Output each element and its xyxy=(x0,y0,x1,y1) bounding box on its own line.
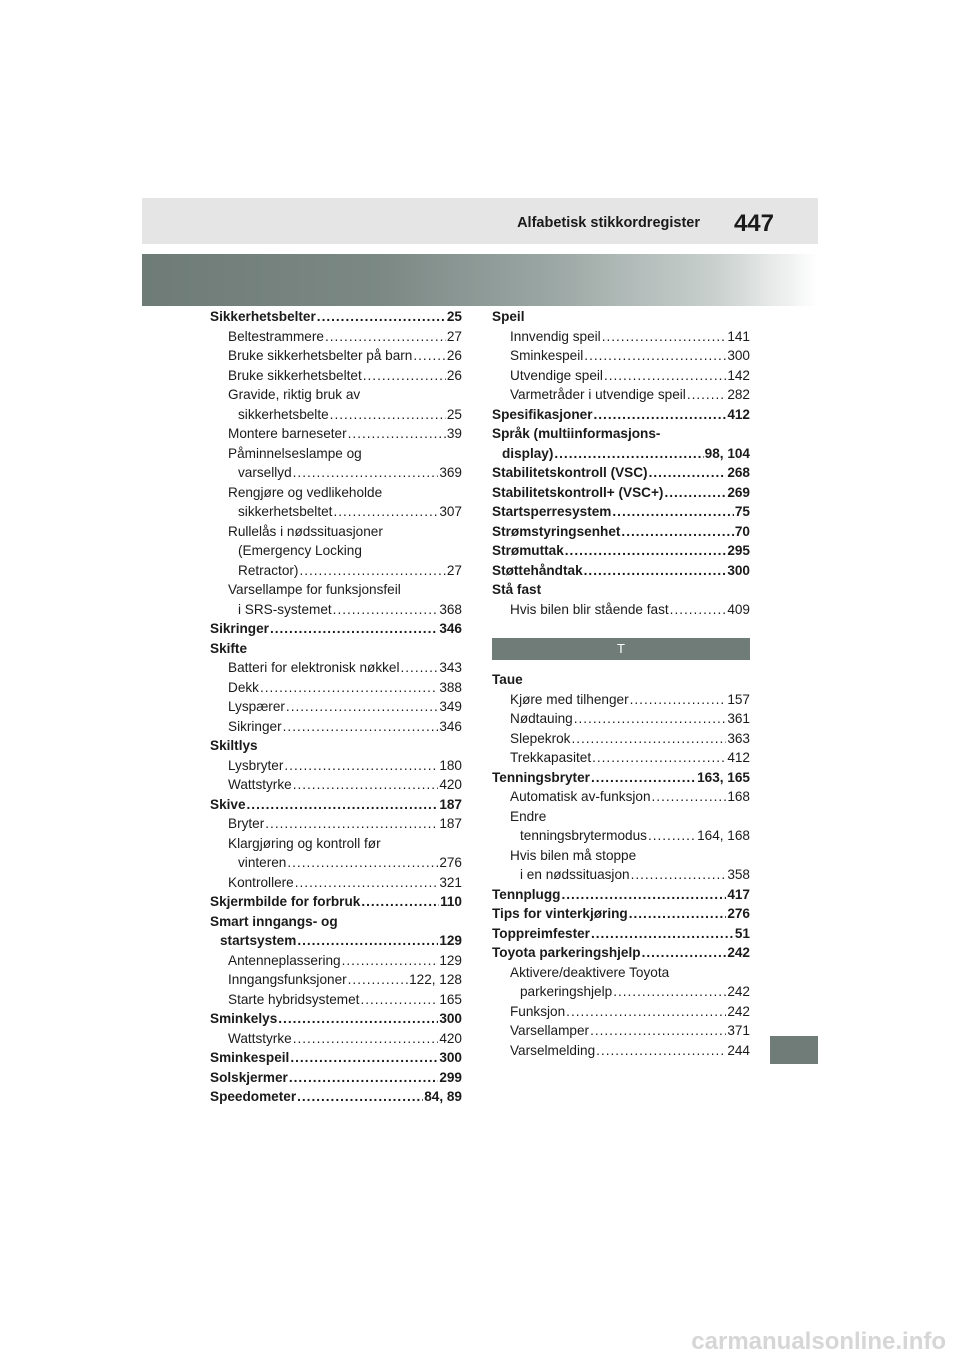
index-entry-term: Tips for vinterkjøring xyxy=(492,906,628,921)
index-entry xyxy=(210,970,462,990)
index-entry-page: 165 xyxy=(439,991,462,1007)
index-entry-term: Stå fast xyxy=(492,582,542,597)
index-entry-page: 27 xyxy=(446,328,462,344)
index-entry xyxy=(210,346,462,366)
index-entry-term: Kjøre med tilhenger xyxy=(510,691,629,707)
dot-leader xyxy=(293,463,439,483)
section-letter-header: T xyxy=(492,638,750,660)
index-entry-page: 98, 104 xyxy=(704,445,750,461)
dot-leader xyxy=(687,385,727,405)
index-entry xyxy=(492,670,750,690)
index-entry xyxy=(210,541,462,561)
index-entry-page: 276 xyxy=(727,906,750,921)
index-entry xyxy=(492,541,750,561)
index-entry-term: Skifte xyxy=(210,640,248,656)
index-entry-page: 369 xyxy=(439,465,462,480)
index-entry-term: Wattstyrke xyxy=(228,777,292,792)
decorative-gradient-band xyxy=(142,254,818,306)
index-entry-page: 75 xyxy=(734,504,750,519)
index-entry xyxy=(492,748,750,768)
dot-leader xyxy=(571,729,726,749)
index-entry-page: 27 xyxy=(446,562,462,578)
dot-leader xyxy=(289,1068,438,1088)
index-entry-page: 129 xyxy=(439,952,462,968)
index-entry-page: 412 xyxy=(727,406,750,422)
index-entry-term: Skjermbilde for forbruk xyxy=(210,894,361,909)
index-entry xyxy=(492,561,750,581)
index-entry xyxy=(492,366,750,386)
index-entry-page: 321 xyxy=(439,874,462,890)
index-entry-term: Rengjøre og vedlikeholde xyxy=(228,484,383,500)
index-column-right xyxy=(492,307,750,1060)
index-entry-page: 412 xyxy=(727,750,750,765)
index-entry-term: Bryter xyxy=(228,816,265,831)
dot-leader xyxy=(648,826,696,846)
index-entry-term: Trekkapasitet xyxy=(510,750,592,765)
dot-leader xyxy=(297,1087,423,1107)
dot-leader xyxy=(325,327,446,347)
index-entry xyxy=(492,327,750,347)
index-entry-page: 409 xyxy=(727,601,750,617)
index-entry-page: 358 xyxy=(727,867,750,882)
index-entry xyxy=(492,1002,750,1022)
dot-leader xyxy=(584,346,726,366)
dot-leader xyxy=(247,795,439,815)
index-entry-page: 300 xyxy=(727,562,750,578)
index-entry xyxy=(210,327,462,347)
index-entry-term: Sikringer xyxy=(210,621,269,636)
index-entry xyxy=(210,814,462,834)
dot-leader xyxy=(566,1002,726,1022)
index-entry-term: Utvendige speil xyxy=(510,367,603,383)
index-entry xyxy=(210,1048,462,1068)
index-entry-term: Batteri for elektronisk nøkkel xyxy=(228,660,400,675)
index-entry xyxy=(492,943,750,963)
index-entry xyxy=(492,522,750,542)
index-entry-page: 110 xyxy=(440,894,462,909)
dot-leader xyxy=(284,756,438,776)
index-section-s xyxy=(492,307,750,619)
index-entry xyxy=(210,1029,462,1049)
index-entry xyxy=(210,1087,462,1107)
index-entry xyxy=(210,502,462,522)
index-section-t xyxy=(492,670,750,1060)
index-entry-page: 242 xyxy=(727,945,750,960)
index-entry-page: 164, 168 xyxy=(697,828,750,843)
index-entry-term: Stabilitetskontroll+ (VSC+) xyxy=(492,484,664,500)
index-entry xyxy=(492,307,750,327)
index-entry-term: Beltestrammere xyxy=(228,328,324,344)
index-entry xyxy=(210,990,462,1010)
index-entry-page: 187 xyxy=(439,816,462,831)
index-entry xyxy=(210,912,462,932)
index-entry-page: 141 xyxy=(727,328,750,344)
index-entry-term: Påminnelseslampe og xyxy=(228,445,362,461)
index-entry-term: Slepekrok xyxy=(510,730,571,746)
dot-leader xyxy=(297,931,438,951)
index-entry-term: Toyota parkeringshjelp xyxy=(492,945,641,960)
index-entry xyxy=(492,346,750,366)
index-entry-page: 282 xyxy=(727,387,750,402)
dot-leader xyxy=(664,483,726,503)
dot-leader xyxy=(317,307,446,327)
index-entry xyxy=(492,502,750,522)
index-entry-term: varsellyd xyxy=(238,465,292,480)
index-entry xyxy=(492,729,750,749)
index-entry-term: Varselmelding xyxy=(510,1042,596,1058)
index-entry-page: 142 xyxy=(727,367,750,383)
dot-leader xyxy=(265,814,438,834)
dot-leader xyxy=(286,697,438,717)
index-entry-term: Bruke sikkerhetsbelter på barn xyxy=(228,348,413,363)
index-entry xyxy=(492,385,750,405)
dot-leader xyxy=(401,658,439,678)
index-entry xyxy=(492,444,750,464)
index-entry xyxy=(210,405,462,425)
dot-leader xyxy=(260,678,438,698)
index-entry-term: Inngangsfunksjoner xyxy=(228,972,347,987)
index-entry-term: Sikkerhetsbelter xyxy=(210,309,316,324)
index-entry-page: 242 xyxy=(727,984,750,999)
index-entry xyxy=(210,658,462,678)
index-entry xyxy=(210,600,462,620)
dot-leader xyxy=(592,748,726,768)
dot-leader xyxy=(299,561,445,581)
index-entry-page: 300 xyxy=(439,1011,462,1026)
index-entry-term: Antenneplassering xyxy=(228,952,341,968)
index-entry xyxy=(492,600,750,620)
index-entry xyxy=(210,1068,462,1088)
index-entry-term: display) xyxy=(502,445,554,461)
index-entry-term: Speil xyxy=(492,309,525,324)
dot-leader xyxy=(278,1009,438,1029)
index-entry-page: 84, 89 xyxy=(424,1089,462,1104)
index-entry-term: vinteren xyxy=(238,855,287,870)
dot-leader xyxy=(283,717,439,737)
index-entry-term: Sminkelys xyxy=(210,1011,278,1026)
index-entry xyxy=(210,424,462,444)
index-entry-term: Sminkespeil xyxy=(210,1050,290,1065)
dot-leader xyxy=(629,904,727,924)
index-entry-term: Endre xyxy=(510,808,547,824)
index-entry xyxy=(210,892,462,912)
index-entry-term: Støttehåndtak xyxy=(492,562,583,578)
index-entry-page: 39 xyxy=(446,426,462,441)
index-entry-term: Hvis bilen blir stående fast xyxy=(510,601,669,617)
index-entry-term: Skive xyxy=(210,796,246,812)
index-entry-term: i SRS-systemet xyxy=(238,601,332,617)
dot-leader xyxy=(287,853,438,873)
chapter-edge-tab xyxy=(770,1036,818,1064)
index-entry xyxy=(210,1009,462,1029)
index-entry-term: Klargjøring og kontroll før xyxy=(228,835,381,851)
watermark: carmanualsonline.info xyxy=(691,1328,946,1355)
index-entry-page: 268 xyxy=(727,465,750,480)
index-entry xyxy=(210,873,462,893)
dot-leader xyxy=(591,924,734,944)
index-entry xyxy=(210,639,462,659)
index-entry xyxy=(492,982,750,1002)
index-entry-term: Lyspærer xyxy=(228,699,285,714)
index-entry-page: 363 xyxy=(727,730,750,746)
index-entry xyxy=(210,775,462,795)
dot-leader xyxy=(413,346,446,366)
dot-leader xyxy=(363,366,446,386)
index-entry xyxy=(492,483,750,503)
index-entry-term: Nødtauing xyxy=(510,711,573,726)
dot-leader xyxy=(591,768,696,788)
index-entry-term: Starte hybridsystemet xyxy=(228,991,360,1007)
index-entry xyxy=(210,678,462,698)
index-entry-term: Stabilitetskontroll (VSC) xyxy=(492,465,648,480)
dot-leader xyxy=(290,1048,438,1068)
index-entry xyxy=(492,1021,750,1041)
index-entry xyxy=(492,405,750,425)
index-entry-term: Strømstyringsenhet xyxy=(492,523,621,539)
dot-leader xyxy=(293,775,439,795)
dot-leader xyxy=(361,892,439,912)
index-entry-term: Aktivere/deaktivere Toyota xyxy=(510,964,670,980)
index-column-left xyxy=(210,307,462,1107)
index-entry-term: Smart inngangs- og xyxy=(210,913,338,929)
index-entry xyxy=(492,885,750,905)
index-entry xyxy=(492,846,750,866)
index-entry xyxy=(492,424,750,444)
index-entry-term: Skiltlys xyxy=(210,738,258,753)
index-entry xyxy=(210,580,462,600)
index-entry-page: 25 xyxy=(446,406,462,422)
index-entry-term: Bruke sikkerhetsbeltet xyxy=(228,367,362,383)
index-entry xyxy=(492,580,750,600)
index-entry xyxy=(210,561,462,581)
index-entry-page: 299 xyxy=(439,1069,462,1085)
index-entry-page: 307 xyxy=(439,504,462,519)
dot-leader xyxy=(612,502,733,522)
dot-leader xyxy=(621,522,733,542)
dot-leader xyxy=(631,865,727,885)
dot-leader xyxy=(554,444,703,464)
index-entry-page: 300 xyxy=(439,1050,462,1065)
index-entry-term: Gravide, riktig bruk av xyxy=(228,387,361,402)
index-entry xyxy=(492,787,750,807)
index-entry-term: Sikringer xyxy=(228,718,282,734)
header-title: Alfabetisk stikkordregister xyxy=(517,215,700,231)
index-entry xyxy=(210,951,462,971)
index-entry-page: 300 xyxy=(727,348,750,363)
index-entry-term: startsystem xyxy=(220,933,297,948)
index-entry-term: (Emergency Locking xyxy=(238,543,362,558)
index-entry xyxy=(210,795,462,815)
index-entry xyxy=(492,963,750,983)
index-entry-page: 25 xyxy=(446,309,462,324)
index-entry xyxy=(210,619,462,639)
index-entry xyxy=(210,736,462,756)
index-entry-page: 187 xyxy=(439,796,462,812)
dot-leader xyxy=(565,541,727,561)
index-entry xyxy=(210,385,462,405)
index-entry-term: Dekk xyxy=(228,679,259,695)
index-entry-term: parkeringshjelp xyxy=(520,984,613,999)
index-entry-term: Startsperresystem xyxy=(492,504,612,519)
dot-leader xyxy=(613,982,726,1002)
index-entry-term: Språk (multiinformasjons- xyxy=(492,426,661,441)
index-entry-page: 70 xyxy=(734,523,750,539)
index-entry-term: Wattstyrke xyxy=(228,1030,292,1046)
index-entry xyxy=(492,463,750,483)
index-entry xyxy=(492,1041,750,1061)
dot-leader xyxy=(270,619,438,639)
dot-leader xyxy=(594,405,727,425)
index-entry xyxy=(492,690,750,710)
index-entry-term: Tenningsbryter xyxy=(492,769,590,785)
index-entry-term: Spesifikasjoner xyxy=(492,406,593,422)
index-entry-term: Taue xyxy=(492,672,523,687)
index-entry-page: 129 xyxy=(439,933,462,948)
index-entry-term: Sminkespeil xyxy=(510,348,584,363)
index-entry-term: sikkerhetsbelte xyxy=(238,406,329,422)
index-entry-page: 168 xyxy=(727,789,750,804)
index-entry-page: 346 xyxy=(439,718,462,734)
dot-leader xyxy=(293,1029,439,1049)
index-entry-term: Tennplugg xyxy=(492,886,561,902)
dot-leader xyxy=(342,951,439,971)
index-entry-page: 180 xyxy=(439,757,462,773)
index-entry-term: Speedometer xyxy=(210,1089,297,1104)
index-entry xyxy=(210,366,462,386)
dot-leader xyxy=(649,463,727,483)
page-header xyxy=(142,198,818,244)
index-entry-page: 26 xyxy=(446,348,462,363)
dot-leader xyxy=(333,502,438,522)
index-entry-page: 368 xyxy=(439,601,462,617)
index-entry-page: 244 xyxy=(727,1042,750,1058)
index-entry xyxy=(210,522,462,542)
dot-leader xyxy=(333,600,439,620)
index-entry-term: Strømuttak xyxy=(492,543,564,558)
index-entry xyxy=(492,807,750,827)
index-entry-term: Rullelås i nødssituasjoner xyxy=(228,523,383,539)
index-entry-term: i en nødssituasjon xyxy=(520,867,630,882)
index-entry-term: Kontrollere xyxy=(228,874,294,890)
dot-leader xyxy=(348,424,446,444)
index-entry-page: 343 xyxy=(439,660,462,675)
index-entry-page: 276 xyxy=(439,855,462,870)
dot-leader xyxy=(561,885,726,905)
index-entry-page: 269 xyxy=(727,484,750,500)
index-entry-term: Montere barneseter xyxy=(228,426,347,441)
index-entry-term: Hvis bilen må stoppe xyxy=(510,847,637,863)
index-entry-term: tenningsbrytermodus xyxy=(520,828,647,843)
index-entry xyxy=(210,483,462,503)
dot-leader xyxy=(652,787,727,807)
index-entry-page: 295 xyxy=(727,543,750,558)
dot-leader xyxy=(590,1021,726,1041)
dot-leader xyxy=(574,709,727,729)
page-number: 447 xyxy=(733,210,774,237)
index-entry-term: Automatisk av-funksjon xyxy=(510,789,651,804)
index-entry xyxy=(492,709,750,729)
index-entry xyxy=(492,904,750,924)
index-entry-term: Varsellampe for funksjonsfeil xyxy=(228,582,401,597)
index-entry xyxy=(210,444,462,464)
dot-leader xyxy=(602,327,727,347)
dot-leader xyxy=(584,561,727,581)
index-entry xyxy=(210,307,462,327)
index-entry-page: 163, 165 xyxy=(697,769,750,785)
dot-leader xyxy=(330,405,446,425)
index-entry-page: 242 xyxy=(727,1003,750,1019)
index-entry-term: sikkerhetsbeltet xyxy=(238,504,333,519)
index-entry-page: 157 xyxy=(727,691,750,707)
index-entry-page: 26 xyxy=(446,367,462,383)
dot-leader xyxy=(604,366,726,386)
index-entry-page: 371 xyxy=(727,1023,750,1038)
index-entry-page: 361 xyxy=(727,711,750,726)
index-entry-term: Funksjon xyxy=(510,1003,566,1019)
index-entry-page: 349 xyxy=(439,699,462,714)
index-entry-page: 417 xyxy=(727,886,750,902)
index-entry-term: Varsellamper xyxy=(510,1023,590,1038)
index-entry xyxy=(492,865,750,885)
index-entry xyxy=(492,768,750,788)
index-entry xyxy=(210,717,462,737)
index-entry-page: 346 xyxy=(439,621,462,636)
dot-leader xyxy=(642,943,727,963)
index-entry xyxy=(210,931,462,951)
dot-leader xyxy=(348,970,408,990)
index-entry-page: 122, 128 xyxy=(409,972,462,987)
index-entry xyxy=(210,463,462,483)
index-entry-term: Innvendig speil xyxy=(510,328,601,344)
index-entry xyxy=(210,834,462,854)
index-entry-term: Retractor) xyxy=(238,562,299,578)
index-entry xyxy=(210,697,462,717)
index-entry-page: 420 xyxy=(439,777,462,792)
index-entry-page: 51 xyxy=(734,925,750,941)
dot-leader xyxy=(596,1041,726,1061)
index-entry-term: Solskjermer xyxy=(210,1069,288,1085)
index-entry-term: Lysbryter xyxy=(228,757,284,773)
index-entry xyxy=(492,924,750,944)
dot-leader xyxy=(295,873,439,893)
dot-leader xyxy=(630,690,727,710)
index-entry xyxy=(492,826,750,846)
dot-leader xyxy=(670,600,727,620)
index-entry xyxy=(210,756,462,776)
index-entry-term: Varmetråder i utvendige speil xyxy=(510,387,686,402)
index-entry-term: Toppreimfester xyxy=(492,925,590,941)
index-entry-page: 388 xyxy=(439,679,462,695)
index-entry-page: 420 xyxy=(439,1030,462,1046)
index-entry xyxy=(210,853,462,873)
dot-leader xyxy=(360,990,438,1010)
